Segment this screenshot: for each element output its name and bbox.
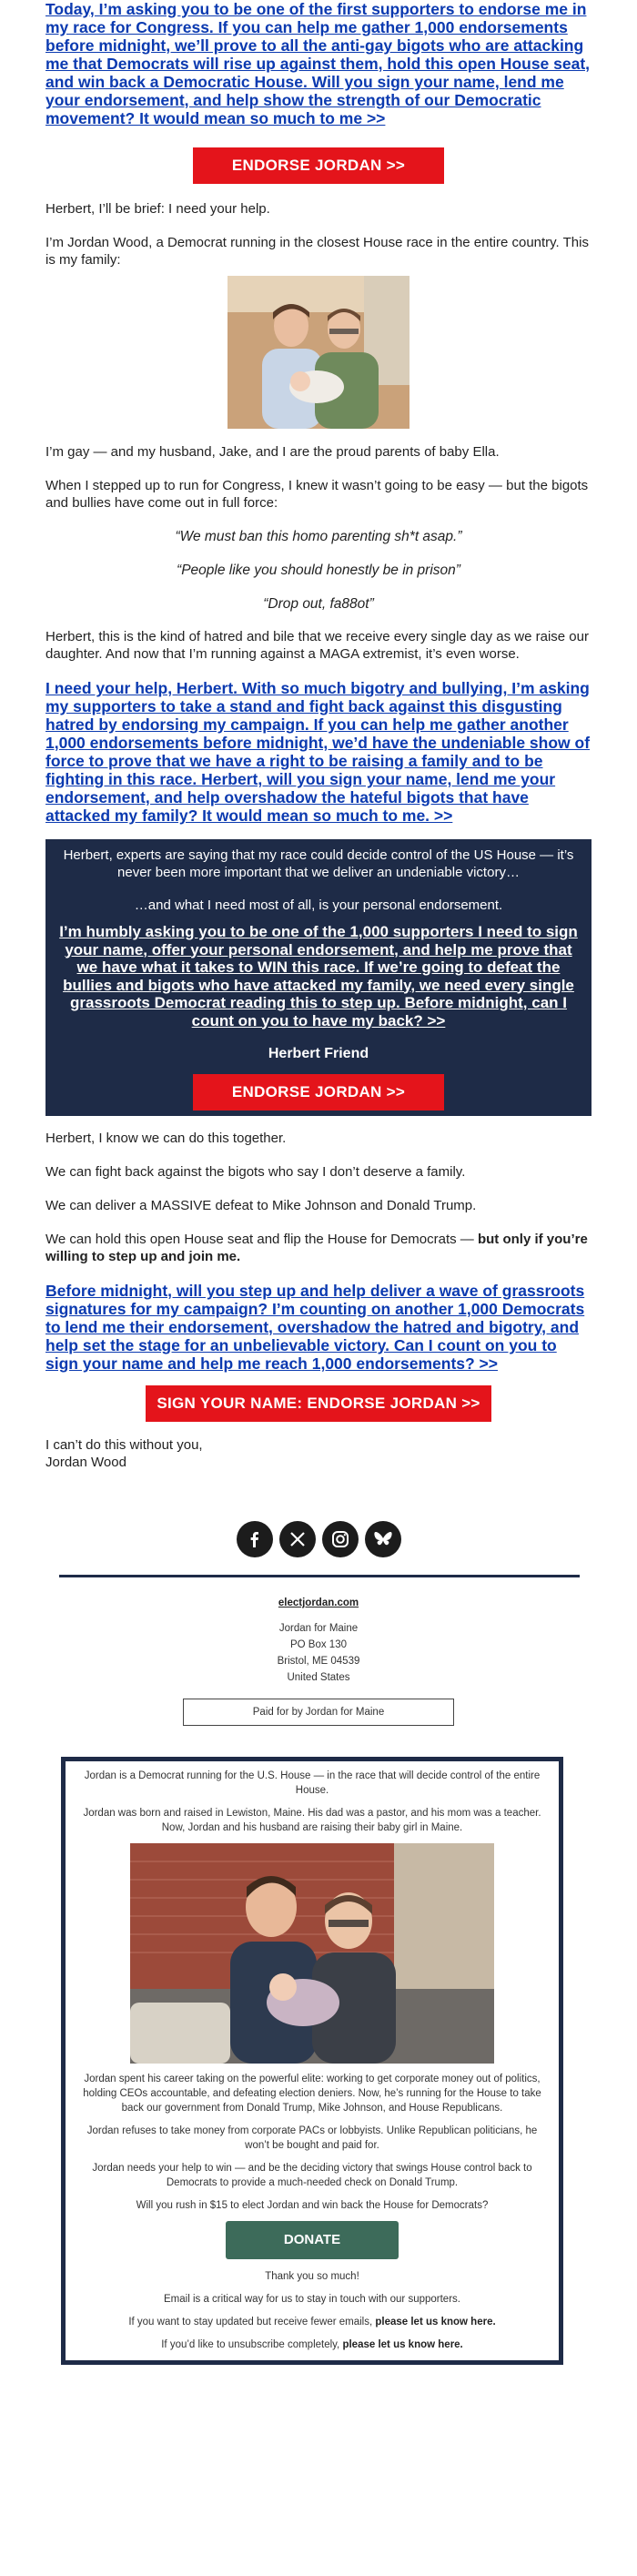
endorse-button-top[interactable]: ENDORSE JORDAN >>	[193, 147, 444, 184]
critical-text: Email is a critical way for us to stay in touch with our supporters.	[164, 2294, 460, 2305]
social-links	[0, 1521, 637, 1557]
website-link[interactable]: electjordan.com	[278, 1597, 359, 1608]
paid-for-box: Paid for by Jordan for Maine	[183, 1699, 454, 1726]
footer-divider	[59, 1575, 580, 1577]
callout-link[interactable]: I’m humbly asking you to be one of the 1,000 supporters I need to sign your name, offer your personal endorsement, and help me prove that we have what it takes to WIN this race. If we’re going to defeat the bullies and bigots who have attacked my family, we need every single grassroots Democrat reading this to step up. Before midnight, can I count on you to have my back? >>	[59, 923, 578, 1029]
quote-2: “People like you should honestly be in prison”	[177, 563, 460, 578]
brief-text: Herbert, I’ll be brief: I need your help.	[46, 201, 270, 217]
hold-seat-text	[46, 1231, 592, 1265]
thanks-text: Thank you so much!	[265, 2271, 359, 2282]
footer	[0, 1597, 637, 1726]
unsubscribe-link[interactable]: please let us know here.	[342, 2339, 463, 2350]
footer-country: United States	[287, 1672, 350, 1683]
signoff-line: I can’t do this without you,	[46, 1437, 203, 1453]
endorsement-callout	[46, 839, 592, 1116]
wave-link[interactable]: Before midnight, will you step up and help deliver a wave of grassroots signatures for my campaign? I’m counting on another 1,000 Democrats to lend me their endorsement, overshadow the hatred and bigotry, and help set the stage for an unbelievable victory. Can I count on you to sign your name and help me reach 1,000 endorsements? >>	[46, 1282, 585, 1373]
gay-text: I’m gay — and my husband, Jake, and I are the proud parents of baby Ella.	[46, 444, 500, 460]
instagram-icon[interactable]	[322, 1521, 359, 1557]
bio-text-4: Jordan refuses to take money from corporate PACs or lobbyists. Unlike Republican politicians, he won’t be bought and paid for.	[86, 2125, 538, 2151]
hold-seat-text-b: but only if you’re willing to step up and join me.	[46, 1232, 588, 1264]
hatred-text: Herbert, this is the kind of hatred and bile that we receive every single day as we raise our daughter. And now that I’m running against a MAGA extremist, it’s even worse.	[46, 629, 589, 662]
endorse-button-callout[interactable]: ENDORSE JORDAN >>	[193, 1074, 444, 1111]
bio-text-1: Jordan is a Democrat running for the U.S. House — in the race that will decide control of the entire House.	[84, 1770, 541, 1796]
facebook-icon[interactable]	[237, 1521, 273, 1557]
footer-pobox: PO Box 130	[289, 1639, 347, 1650]
callout-name: Herbert Friend	[268, 1046, 369, 1061]
help-link[interactable]: I need your help, Herbert. With so much bigotry and bullying, I’m asking my supporters to take a stand and fight back against this disgusting hatred by endorsing my campaign. If you can help me gather another 1,000 endorsements before midnight, we’d have the undeniable show of force to prove that we have a right to be raising a family and to be fighting in this race. Herbert, will you sign your name, lend me your endorsement, and help overshadow the hateful bigots that have attacked my family? It would mean so much to me. >>	[46, 679, 591, 825]
fewer-emails-link[interactable]: please let us know here.	[375, 2317, 496, 2328]
bluesky-icon[interactable]	[365, 1521, 401, 1557]
deliver-text: We can deliver a MASSIVE defeat to Mike Johnson and Donald Trump.	[46, 1198, 477, 1213]
stepped-up-text: When I stepped up to run for Congress, I knew it wasn’t going to be easy — but the bigots and bullies have come out in full force:	[46, 478, 589, 511]
fewer-emails-lead: If you want to stay updated but receive fewer emails,	[128, 2317, 376, 2328]
family-photo	[228, 276, 410, 429]
bio-text-2: Jordan was born and raised in Lewiston, Maine. His dad was a pastor, and his mom was a teacher. Now, Jordan and his husband are raising their baby girl in Maine.	[83, 1808, 541, 1833]
unsubscribe-lead: If you’d like to unsubscribe completely,	[161, 2339, 343, 2350]
signoff-name: Jordan Wood	[46, 1455, 126, 1470]
together-text: Herbert, I know we can do this together.	[46, 1131, 287, 1146]
intro-link[interactable]: Today, I’m asking you to be one of the first supporters to endorse me in my race for Congress. If you can help me gather 1,000 endorsements before midnight, we’ll prove to all the anti-gay bigots who are attacking me that Democrats will rise up against them, hold this open House seat, and win back a Democratic House. Will you sign your name, lend me your endorsement, and help show the strength of our Democratic movement? It would mean so much to me >>	[46, 0, 591, 127]
bio-text-5: Jordan needs your help to win — and be the deciding victory that swings House control back to Democrats to provide a much-needed check on Donald Trump.	[92, 2163, 532, 2188]
footer-city: Bristol, ME 04539	[277, 1656, 360, 1667]
callout-text-2: …and what I need most of all, is your personal endorsement.	[134, 898, 503, 913]
bio-text-3: Jordan spent his career taking on the powerful elite: working to get corporate money out of politics, holding CEOs accountable, and defeating election deniers. Now, he’s running for the House to take back our government from Donald Trump, Mike Johnson, and House Republicans.	[83, 2074, 541, 2114]
quote-1: “We must ban this homo parenting sh*t asap.”	[175, 529, 462, 544]
fight-text: We can fight back against the bigots who say I don’t deserve a family.	[46, 1164, 466, 1180]
bio-text-6: Will you rush in $15 to elect Jordan and win back the House for Democrats?	[136, 2200, 489, 2211]
x-twitter-icon[interactable]	[279, 1521, 316, 1557]
bio-box	[61, 1757, 563, 2365]
footer-org: Jordan for Maine	[278, 1623, 359, 1634]
bio-family-photo	[130, 1843, 494, 2064]
donate-button[interactable]: DONATE	[226, 2221, 399, 2259]
intro-text: I’m Jordan Wood, a Democrat running in the closest House race in the entire country. This is my family:	[46, 235, 589, 268]
sign-name-button[interactable]: SIGN YOUR NAME: ENDORSE JORDAN >>	[146, 1385, 491, 1422]
callout-text-1: Herbert, experts are saying that my race could decide control of the US House — it’s never been more important that we deliver an undeniable victory…	[63, 847, 574, 880]
quote-3: “Drop out, fa88ot”	[263, 596, 374, 612]
hold-seat-text-a: We can hold this open House seat and flip the House for Democrats —	[46, 1232, 478, 1247]
fewer-emails-text	[78, 2315, 546, 2329]
unsubscribe-text	[78, 2338, 546, 2352]
